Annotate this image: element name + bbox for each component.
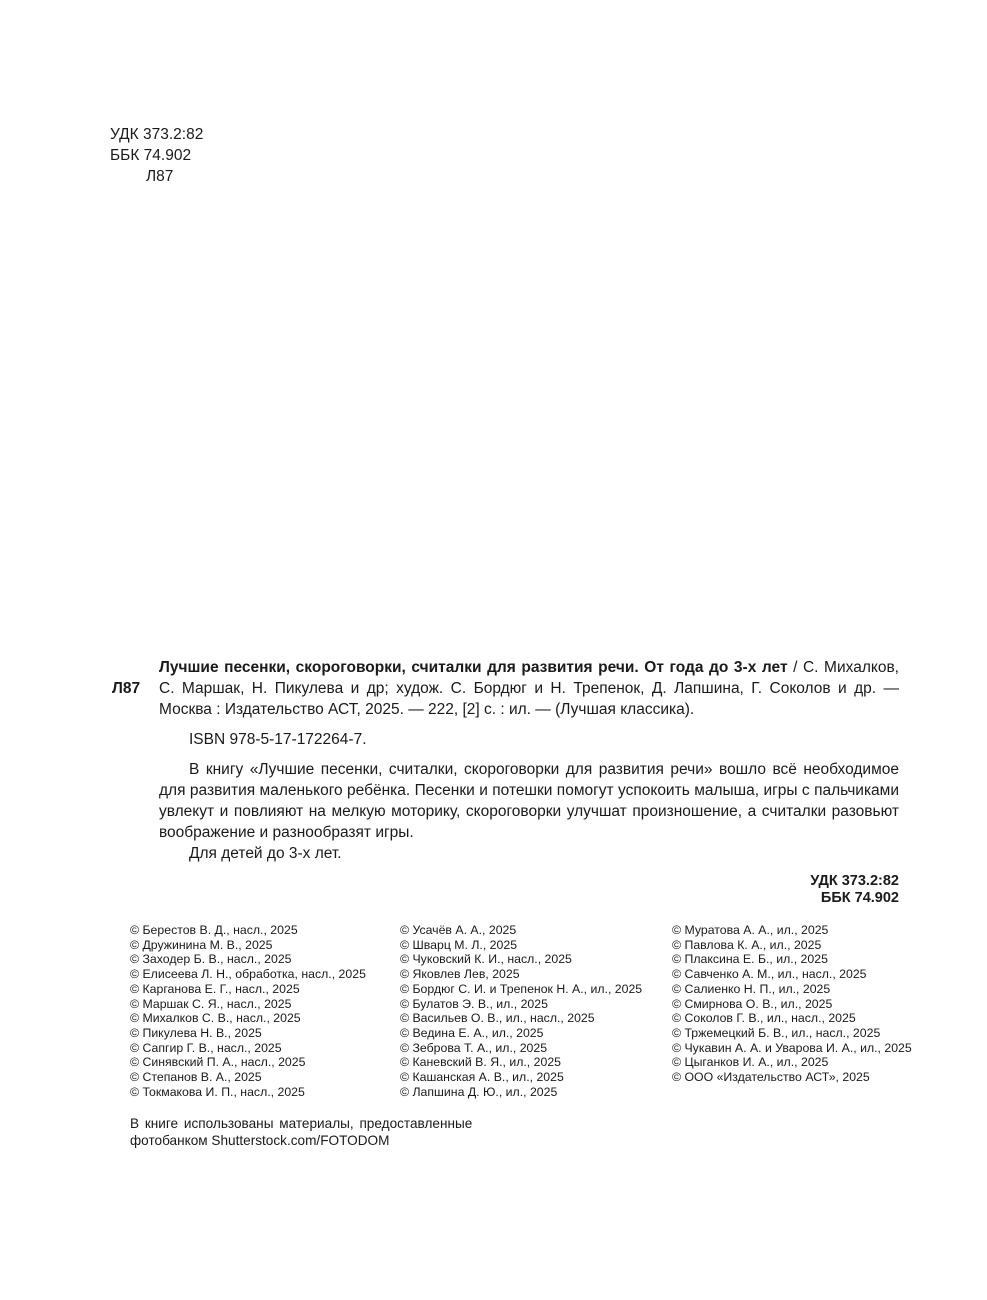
catalog-body: [159, 657, 899, 907]
responsibility-statement: / С. Михалков, С. Маршак, Н. Пикулева и др; худож. С. Бордюг и Н. Трепенок, Д. Лапшина, Г. Соколов и др. — Москва : Издательство АСТ, 2025. — 222, [2] с. : ил. — (Лучшая классика).: [159, 659, 899, 718]
copyright-entry: © Заходер Б. В., насл., 2025: [130, 952, 292, 967]
copyright-entry: © Плаксина Е. Б., ил., 2025: [672, 952, 828, 967]
catalog-card: [112, 657, 902, 907]
book-title: Лучшие песенки, скороговорки, считалки для развития речи. От года до 3-х лет: [159, 659, 788, 676]
copyright-entry: © Маршак С. Я., насл., 2025: [130, 996, 292, 1011]
copyright-column-1: [130, 923, 400, 1099]
copyright-entry: © Савченко А. М., ил., насл., 2025: [672, 967, 867, 982]
copyright-entry: © Муратова А. А., ил., 2025: [672, 923, 829, 937]
copyright-entry: © Лапшина Д. Ю., ил., 2025: [400, 1084, 558, 1099]
copyright-list: [130, 923, 930, 1099]
copyright-entry: © Чукавин А. А. и Уварова И. А., ил., 2025: [672, 1040, 912, 1055]
photo-credit-line-2: фотобанком Shutterstock.com/FOTODOM: [130, 1133, 390, 1148]
photo-credit-line-1: В книге использованы материалы, предоставленные: [130, 1116, 473, 1131]
bottom-udk-code: УДК 373.2:82: [810, 873, 899, 889]
audience: Для детей до 3-х лет.: [189, 845, 342, 862]
copyright-entry: © Цыганков И. А., ил., 2025: [672, 1055, 829, 1070]
bottom-classification-codes: [159, 873, 899, 907]
bibliographic-description: [159, 657, 899, 720]
copyright-entry: © Соколов Г. В., ил., насл., 2025: [672, 1011, 856, 1026]
bottom-bbk-code: ББК 74.902: [820, 890, 899, 906]
copyright-column-3: [672, 923, 930, 1099]
udk-code: УДК 373.2:82: [110, 126, 204, 143]
copyright-entry: © Кашанская А. В., ил., 2025: [400, 1070, 564, 1085]
copyright-entry: © Токмакова И. П., насл., 2025: [130, 1084, 305, 1099]
copyright-entry: © Бордюг С. И. и Трепенок Н. А., ил., 2025: [400, 981, 643, 996]
copyright-entry: © Сапгир Г. В., насл., 2025: [130, 1040, 282, 1055]
copyright-entry: © Чуковский К. И., насл., 2025: [400, 952, 572, 967]
copyright-entry: © Берестов В. Д., насл., 2025: [130, 923, 298, 937]
annotation: В книгу «Лучшие песенки, считалки, скороговорки для развития речи» вошло всё необходимое для развития маленького ребёнка. Песенки и потешки помогут успокоить малыша, игры с пальчиками увлекут и повлияют на мелкую моторику, скороговорки улучшат произношение, а считалки разовьют воображение и разнообразят игры.: [159, 761, 899, 841]
copyright-entry: © Васильев О. В., ил., насл., 2025: [400, 1011, 595, 1026]
copyright-entry: © Дружинина М. В., 2025: [130, 937, 273, 952]
copyright-entry: © Елисеева Л. Н., обработка, насл., 2025: [130, 967, 366, 982]
copyright-entry: © Шварц М. Л., 2025: [400, 937, 518, 952]
copyright-entry: © Смирнова О. В., ил., 2025: [672, 996, 833, 1011]
copyright-entry: © Яковлев Лев, 2025: [400, 967, 520, 982]
copyright-entry: © Усачёв А. А., 2025: [400, 923, 517, 937]
author-sign: Л87: [146, 168, 174, 185]
copyright-entry: © Пикулева Н. В., 2025: [130, 1025, 262, 1040]
copyright-entry: © Михалков С. В., насл., 2025: [130, 1011, 301, 1026]
copyright-entry: © Карганова Е. Г., насл., 2025: [130, 981, 300, 996]
copyright-entry: © Каневский В. Я., ил., 2025: [400, 1055, 562, 1070]
copyright-entry: © Булатов Э. В., ил., 2025: [400, 996, 548, 1011]
copyright-entry: © Ведина Е. А., ил., 2025: [400, 1025, 544, 1040]
copyright-entry: © Синявский П. А., насл., 2025: [130, 1055, 306, 1070]
copyright-entry: © Степанов В. А., 2025: [130, 1070, 262, 1085]
copyright-column-2: [400, 923, 672, 1099]
top-classification-codes: [110, 124, 203, 187]
copyright-entry: © Тржемецкий Б. В., ил., насл., 2025: [672, 1025, 881, 1040]
bbk-code: ББК 74.902: [110, 147, 192, 164]
photo-credit-note: [130, 1115, 472, 1149]
isbn: ISBN 978-5-17-172264-7.: [189, 731, 367, 748]
copyright-entry: © Павлова К. А., ил., 2025: [672, 937, 822, 952]
catalog-author-sign: Л87: [112, 680, 141, 697]
copyright-entry: © Салиенко Н. П., ил., 2025: [672, 981, 831, 996]
copyright-entry: © ООО «Издательство АСТ», 2025: [672, 1070, 870, 1085]
copyright-entry: © Зеброва Т. А., ил., 2025: [400, 1040, 548, 1055]
